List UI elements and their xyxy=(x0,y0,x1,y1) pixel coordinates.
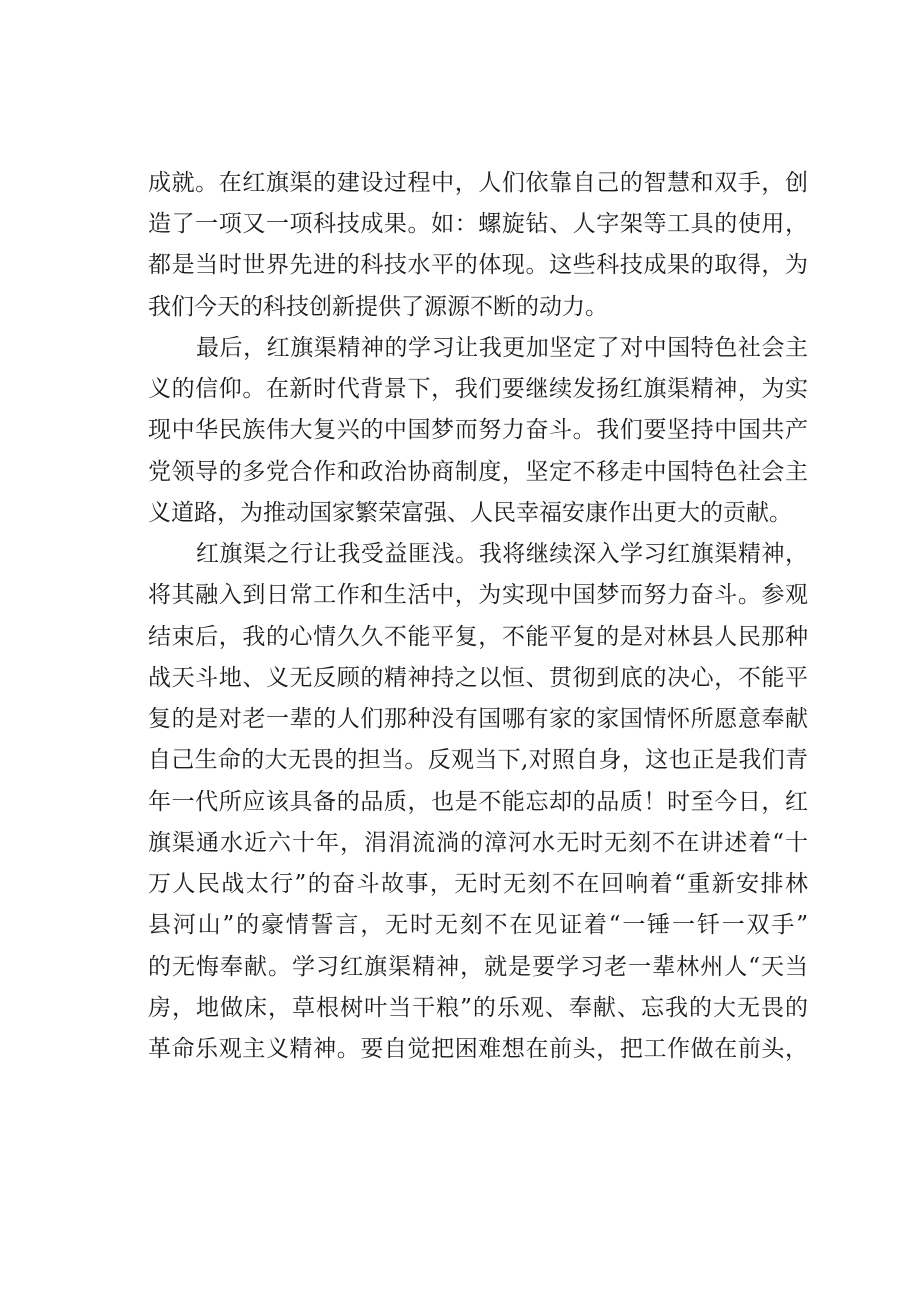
paragraph-3-line-1: 红旗渠之行让我受益匪浅。我将继续深入学习红旗渠精神， xyxy=(196,541,808,567)
paragraph-3-line-3: 结束后，我的心情久久不能平复，不能平复的是对林县人民那种 xyxy=(148,624,808,650)
paragraph-3-line-9: 万人民战太行”的奋斗故事，无时无刻不在回响着“重新安排林 xyxy=(148,871,808,897)
paragraph-3-line-7: 年一代所应该具备的品质，也是不能忘却的品质！时至今日，红 xyxy=(148,789,808,815)
paragraph-1-line-1: 成就。在红旗渠的建设过程中，人们依靠自己的智慧和双手，创 xyxy=(148,170,808,196)
paragraph-3-line-2: 将其融入到日常工作和生活中，为实现中国梦而努力奋斗。参观 xyxy=(148,582,808,608)
paragraph-3-line-5: 复的是对老一辈的人们那种没有国哪有家的家国情怀所愿意奉献 xyxy=(148,706,808,732)
paragraph-3-line-8: 旗渠通水近六十年，涓涓流淌的漳河水无时无刻不在讲述着“十 xyxy=(148,830,808,856)
paragraph-3-line-10: 县河山”的豪情誓言，无时无刻不在见证着“一锤一钎一双手” xyxy=(148,912,808,938)
paragraph-3-line-11: 的无悔奉献。学习红旗渠精神，就是要学习老一辈林州人“天当 xyxy=(148,954,808,980)
paragraph-3-line-4: 战天斗地、义无反顾的精神持之以恒、贯彻到底的决心，不能平 xyxy=(148,665,808,691)
paragraph-3-line-13: 革命乐观主义精神。要自觉把困难想在前头，把工作做在前头， xyxy=(148,1036,808,1062)
paragraph-2-line-1: 最后，红旗渠精神的学习让我更加坚定了对中国特色社会主 xyxy=(196,335,808,361)
paragraph-2-line-2: 义的信仰。在新时代背景下，我们要继续发扬红旗渠精神，为实 xyxy=(148,376,808,402)
paragraph-2-line-4: 党领导的多党合作和政治协商制度，坚定不移走中国特色社会主 xyxy=(148,459,808,485)
paragraph-2-line-3: 现中华民族伟大复兴的中国梦而努力奋斗。我们要坚持中国共产 xyxy=(148,417,808,443)
paragraph-1-line-2: 造了一项又一项科技成果。如：螺旋钻、人字架等工具的使用， xyxy=(148,211,808,237)
paragraph-3-line-12: 房，地做床，草根树叶当干粮”的乐观、奉献、忘我的大无畏的 xyxy=(148,995,808,1021)
paragraph-2-line-5: 义道路，为推动国家繁荣富强、人民幸福安康作出更大的贡献。 xyxy=(148,500,792,526)
paragraph-1-line-3: 都是当时世界先进的科技水平的体现。这些科技成果的取得，为 xyxy=(148,252,808,278)
paragraph-1-line-4: 我们今天的科技创新提供了源源不断的动力。 xyxy=(148,294,608,320)
paragraph-3-line-6: 自己生命的大无畏的担当。反观当下,对照自身，这也正是我们青 xyxy=(148,747,808,773)
